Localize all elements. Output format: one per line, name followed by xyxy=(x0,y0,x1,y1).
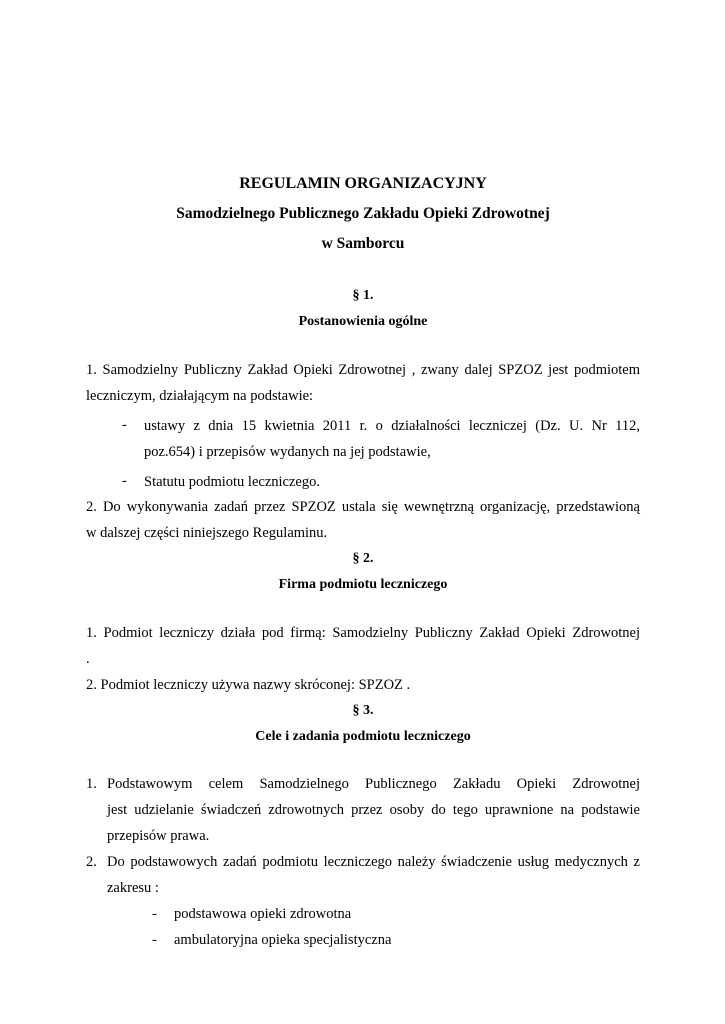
sub-list-item: podstawowa opieki zdrowotna xyxy=(174,906,352,922)
section-1-paragraph-1: leczniczym, działającym na podstawie: xyxy=(86,388,314,404)
section-1-paragraph-2: 2. Do wykonywania zadań przez SPZOZ ustala się wewnętrzną organizację, przedstawioną xyxy=(86,499,640,515)
sub-list-item: ambulatoryjna opieka specjalistyczna xyxy=(174,932,392,948)
list-item: Do podstawowych zadań podmiotu leczniczego należy świadczenie usług medycznych z xyxy=(107,854,640,870)
section-2-paragraph-1: . xyxy=(86,651,90,667)
bullet-item: poz.654) i przepisów wydanych na jej podstawie, xyxy=(144,444,431,460)
document-title: REGULAMIN ORGANIZACYJNY xyxy=(239,175,487,192)
document-location: w Samborcu xyxy=(321,235,405,252)
list-item: Podstawowym celem Samodzielnego Publicznego Zakładu Opieki Zdrowotnej xyxy=(107,776,640,792)
section-2-number: § 2. xyxy=(352,551,374,566)
section-2-paragraph-1: 1. Podmiot leczniczy działa pod firmą: Samodzielny Publiczny Zakład Opieki Zdrowotnej xyxy=(86,625,640,641)
list-number: 2. xyxy=(86,854,97,870)
section-3-number: § 3. xyxy=(352,703,374,718)
bullet-dash: - xyxy=(122,417,127,433)
bullet-item: ustawy z dnia 15 kwietnia 2011 r. o działalności leczniczej (Dz. U. Nr 112, xyxy=(144,418,640,434)
list-number: 1. xyxy=(86,776,97,792)
list-item: zakresu : xyxy=(107,880,159,896)
bullet-dash: - xyxy=(122,473,127,489)
sub-bullet-dash: - xyxy=(152,932,157,948)
bullet-item: Statutu podmiotu leczniczego. xyxy=(144,474,320,490)
section-3-heading: Cele i zadania podmiotu leczniczego xyxy=(255,729,471,744)
section-2-paragraph-2: 2. Podmiot leczniczy używa nazwy skróconej: SPZOZ . xyxy=(86,677,411,693)
list-item: przepisów prawa. xyxy=(107,828,210,844)
section-1-paragraph-1: 1. Samodzielny Publiczny Zakład Opieki Zdrowotnej , zwany dalej SPZOZ jest podmiotem xyxy=(86,362,640,378)
list-item: jest udzielanie świadczeń zdrowotnych przez osoby do tego uprawnione na podstawie xyxy=(107,802,640,818)
section-2-heading: Firma podmiotu leczniczego xyxy=(278,577,448,592)
document-subtitle: Samodzielnego Publicznego Zakładu Opieki Zdrowotnej xyxy=(176,205,550,222)
section-1-paragraph-2: w dalszej części niniejszego Regulaminu. xyxy=(86,525,328,541)
section-1-number: § 1. xyxy=(352,288,374,303)
sub-bullet-dash: - xyxy=(152,906,157,922)
section-1-heading: Postanowienia ogólne xyxy=(298,314,428,329)
